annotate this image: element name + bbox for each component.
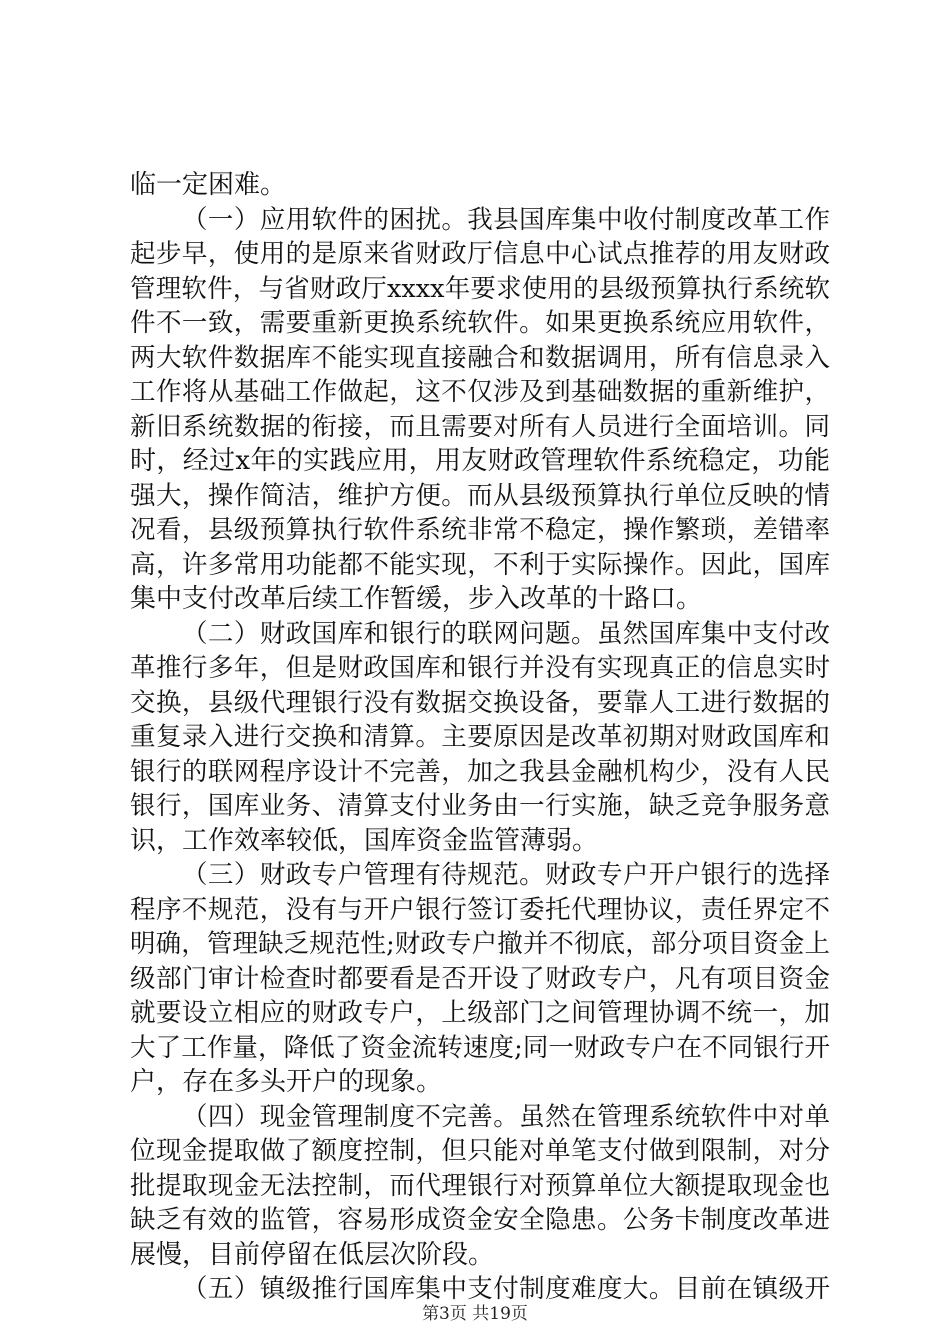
page-number-footer: 第3页 共19页 <box>422 1304 528 1324</box>
text-line: 临一定困难。 <box>130 170 287 200</box>
paragraph-heading-line: （二）财政国库和银行的联网问题。虽然国库集中支付改 <box>182 618 830 649</box>
text-line: 户，存在多头开户的现象。 <box>130 1067 443 1097</box>
text-line: 位现金提取做了额度控制，但只能对单笔支付做到限制，对分 <box>130 1136 830 1166</box>
paragraph-heading-line: （五）镇级推行国库集中支付制度难度大。目前在镇级开 <box>182 1274 830 1304</box>
paragraph-heading-line: （一）应用软件的困扰。我县国库集中收付制度改革工作 <box>182 204 830 235</box>
text-line: 程序不规范，没有与开户银行签订委托代理协议，责任界定不 <box>130 894 830 925</box>
text-line: 大了工作量，降低了资金流转速度;同一财政专户在不同银行开 <box>130 1032 830 1063</box>
text-line: 时，经过x年的实践应用，用友财政管理软件系统稳定，功能 <box>130 446 830 476</box>
text-line: 批提取现金无法控制，而代理银行对预算单位大额提取现金也 <box>130 1170 830 1201</box>
text-line: 明确，管理缺乏规范性;财政专户撤并不彻底，部分项目资金上 <box>130 929 830 959</box>
text-line: 起步早，使用的是原来省财政厅信息中心试点推荐的用友财政 <box>130 239 830 269</box>
text-line: 高，许多常用功能都不能实现，不利于实际操作。因此，国库 <box>130 549 830 580</box>
text-line: 展慢，目前停留在低层次阶段。 <box>130 1239 495 1270</box>
paragraph-heading-line: （四）现金管理制度不完善。虽然在管理系统软件中对单 <box>182 1101 830 1132</box>
text-line: 革推行多年，但是财政国库和银行并没有实现真正的信息实时 <box>130 653 830 683</box>
body-text <box>130 168 830 1307</box>
text-line: 新旧系统数据的衔接，而且需要对所有人员进行全面培训。同 <box>130 411 830 442</box>
text-line: 交换，县级代理银行没有数据交换设备，要靠人工进行数据的 <box>130 687 830 718</box>
text-line: 况看，县级预算执行软件系统非常不稳定，操作繁琐，差错率 <box>130 515 830 545</box>
text-line: 银行，国库业务、清算支付业务由一行实施，缺乏竞争服务意 <box>130 791 830 821</box>
text-line: 管理软件，与省财政厅xxxx年要求使用的县级预算执行系统软 <box>130 273 830 304</box>
paragraph-heading-line: （三）财政专户管理有待规范。财政专户开户银行的选择 <box>182 860 830 890</box>
text-line: 工作将从基础工作做起，这不仅涉及到基础数据的重新维护， <box>130 377 830 407</box>
text-line: 集中支付改革后续工作暂缓，步入改革的十路口。 <box>130 584 703 614</box>
text-line: 强大，操作简洁，维护方便。而从县级预算执行单位反映的情 <box>130 480 830 511</box>
text-line: 级部门审计检查时都要看是否开设了财政专户，凡有项目资金 <box>130 963 830 994</box>
text-line: 两大软件数据库不能实现直接融合和数据调用，所有信息录入 <box>130 342 830 373</box>
text-line: 银行的联网程序设计不完善，加之我县金融机构少，没有人民 <box>130 756 830 787</box>
text-line: 识，工作效率较低，国库资金监管薄弱。 <box>130 825 599 856</box>
text-line: 件不一致，需要重新更换系统软件。如果更换系统应用软件， <box>130 308 830 338</box>
text-line: 重复录入进行交换和清算。主要原因是改革初期对财政国库和 <box>130 722 830 752</box>
text-line: 就要设立相应的财政专户，上级部门之间管理协调不统一，加 <box>130 998 830 1028</box>
text-line: 缺乏有效的监管，容易形成资金安全隐患。公务卡制度改革进 <box>130 1205 830 1235</box>
